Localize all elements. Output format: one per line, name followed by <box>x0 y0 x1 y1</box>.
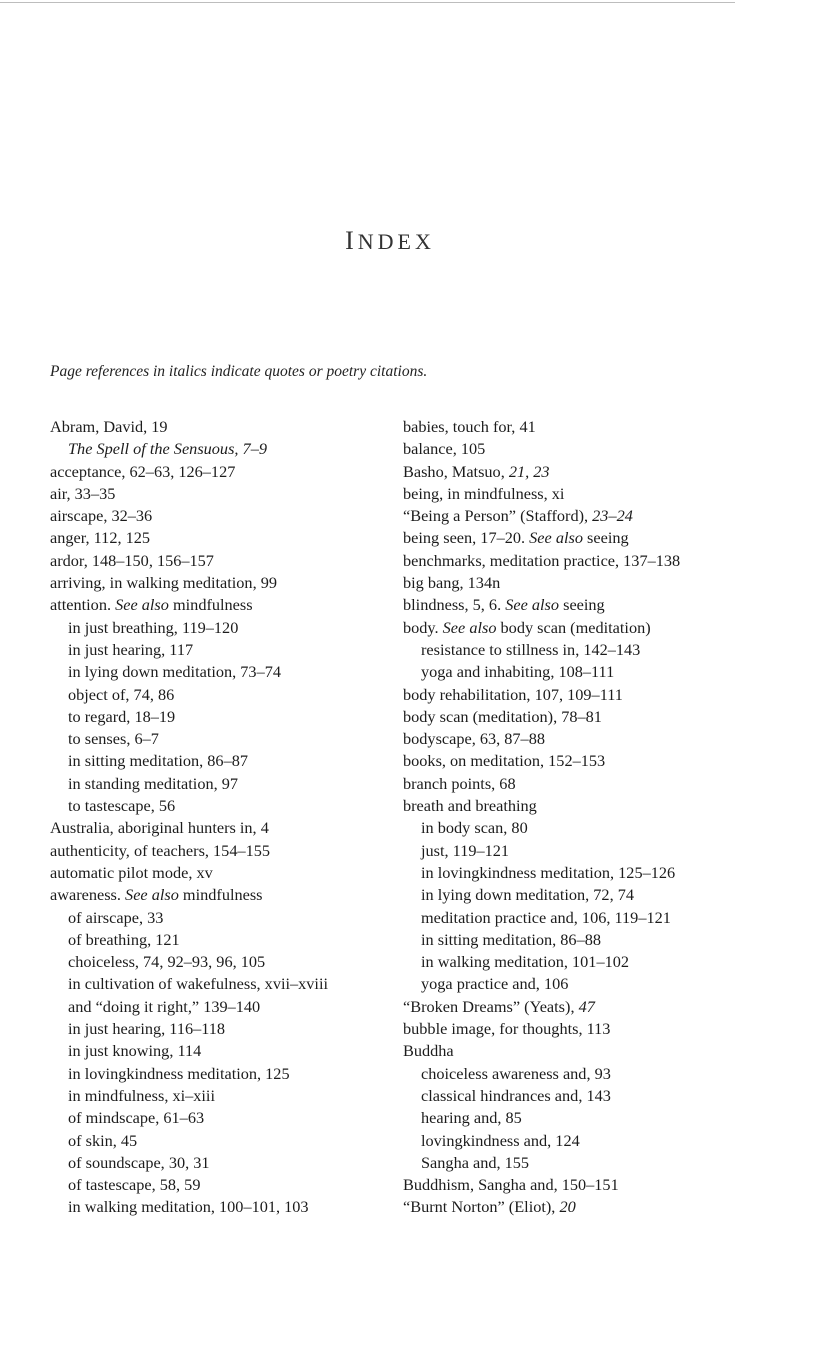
entry-text: Buddha <box>403 1041 454 1061</box>
entry-text: automatic pilot mode, xv <box>50 862 213 882</box>
entry-text: hearing and, 85 <box>421 1108 522 1128</box>
title-rest: NDEX <box>357 229 435 254</box>
see-also-target: mindfulness <box>168 595 253 615</box>
index-entry <box>50 416 380 438</box>
index-subentry <box>50 996 380 1018</box>
entry-text: in just hearing, 116–118 <box>68 1019 226 1039</box>
index-entry <box>50 840 380 862</box>
index-subentry <box>50 684 380 706</box>
index-entry <box>403 996 823 1018</box>
index-entry <box>50 461 380 483</box>
entry-text: in body scan, 80 <box>421 818 528 838</box>
index-entry <box>403 1018 823 1040</box>
index-column-left <box>50 416 380 1219</box>
index-subentry <box>50 929 380 951</box>
italics-note: Page references in italics indicate quotes or poetry citations. <box>50 363 428 380</box>
entry-text: just, 119–121 <box>421 840 510 860</box>
entry-text: air, 33–35 <box>50 483 116 503</box>
entry-text: of tastescape, 58, 59 <box>68 1175 201 1195</box>
index-column-right <box>403 416 823 1219</box>
entry-text: in just breathing, 119–120 <box>68 617 239 637</box>
entry-text: balance, 105 <box>403 439 486 459</box>
entry-text: attention. <box>50 595 116 615</box>
index-subentry <box>50 1130 380 1152</box>
entry-text: object of, 74, 86 <box>68 684 175 704</box>
entry-text: in just hearing, 117 <box>68 639 194 659</box>
index-entry <box>403 438 823 460</box>
index-subentry <box>403 639 823 661</box>
index-subentry <box>50 951 380 973</box>
index-subentry <box>403 884 823 906</box>
entry-text: in mindfulness, xi–xiii <box>68 1085 215 1105</box>
entry-text: to tastescape, 56 <box>68 796 176 816</box>
italic-page-ref: 47 <box>578 996 595 1016</box>
entry-text: babies, touch for, 41 <box>403 417 536 436</box>
entry-text: in lovingkindness meditation, 125 <box>68 1063 290 1083</box>
entry-text: in sitting meditation, 86–88 <box>421 929 601 949</box>
index-subentry <box>403 817 823 839</box>
see-also-target: seeing <box>582 528 629 548</box>
entry-text: classical hindrances and, 143 <box>421 1085 611 1105</box>
entry-text: choiceless awareness and, 93 <box>421 1063 611 1083</box>
index-subentry <box>50 1018 380 1040</box>
entry-text: in lovingkindness meditation, 125–126 <box>421 862 676 882</box>
index-subentry <box>50 1063 380 1085</box>
entry-text: ardor, 148–150, 156–157 <box>50 550 214 570</box>
entry-text: in sitting meditation, 86–87 <box>68 751 248 771</box>
index-subentry <box>50 438 380 460</box>
index-subentry <box>403 661 823 683</box>
see-also-target: seeing <box>559 595 605 615</box>
index-entry <box>50 594 380 616</box>
entry-text: in lying down meditation, 73–74 <box>68 662 281 682</box>
entry-text: “Being a Person” (Stafford), <box>403 506 593 526</box>
index-entry <box>50 505 380 527</box>
entry-text: in standing meditation, 97 <box>68 773 239 793</box>
entry-text: resistance to stillness in, 142–143 <box>421 639 641 659</box>
entry-text: of mindscape, 61–63 <box>68 1108 205 1128</box>
entry-text: branch points, 68 <box>403 773 516 793</box>
entry-text: of skin, 45 <box>68 1130 138 1150</box>
entry-text: arriving, in walking meditation, 99 <box>50 573 277 593</box>
entry-text: choiceless, 74, 92–93, 96, 105 <box>68 952 266 972</box>
index-entry <box>403 617 823 639</box>
entry-text: to regard, 18–19 <box>68 706 176 726</box>
index-entry <box>50 527 380 549</box>
entry-text: Basho, Matsuo, <box>403 461 509 481</box>
entry-text: The Spell of the Sensuous, 7–9 <box>68 439 267 459</box>
index-entry <box>50 862 380 884</box>
index-entry <box>403 550 823 572</box>
index-subentry <box>50 1107 380 1129</box>
entry-text: books, on meditation, 152–153 <box>403 751 606 771</box>
entry-text: being, in mindfulness, xi <box>403 483 565 503</box>
index-subentry <box>403 929 823 951</box>
index-subentry <box>403 1063 823 1085</box>
index-entry <box>403 527 823 549</box>
index-subentry <box>403 1152 823 1174</box>
index-subentry <box>50 661 380 683</box>
index-entry <box>403 572 823 594</box>
entry-text: in walking meditation, 100–101, 103 <box>68 1197 309 1217</box>
entry-text: Sangha and, 155 <box>421 1152 530 1172</box>
entry-text: in just knowing, 114 <box>68 1041 202 1061</box>
index-subentry <box>403 862 823 884</box>
entry-text: in cultivation of wakefulness, xvii–xviii <box>68 974 329 994</box>
index-subentry <box>50 750 380 772</box>
index-entry <box>403 684 823 706</box>
entry-text: Buddhism, Sangha and, 150–151 <box>403 1175 619 1195</box>
index-subentry <box>50 1196 380 1218</box>
entry-text: acceptance, 62–63, 126–127 <box>50 461 236 481</box>
index-entry <box>403 461 823 483</box>
entry-text: bubble image, for thoughts, 113 <box>403 1019 611 1039</box>
italic-page-ref: 23–24 <box>592 506 633 526</box>
index-subentry <box>403 951 823 973</box>
index-entry <box>403 594 823 616</box>
entry-text: awareness. <box>50 885 126 905</box>
index-subentry <box>50 795 380 817</box>
index-subentry <box>403 840 823 862</box>
entry-text: in walking meditation, 101–102 <box>421 952 630 972</box>
entry-text: airscape, 32–36 <box>50 506 153 526</box>
entry-text: “Burnt Norton” (Eliot), <box>403 1197 560 1217</box>
index-subentry <box>50 973 380 995</box>
entry-text: yoga and inhabiting, 108–111 <box>421 662 615 682</box>
index-entry <box>403 1196 823 1218</box>
index-subentry <box>50 1152 380 1174</box>
entry-text: body rehabilitation, 107, 109–111 <box>403 684 623 704</box>
entry-text: body. <box>403 617 443 637</box>
index-subentry <box>403 973 823 995</box>
index-entry <box>50 483 380 505</box>
entry-text: to senses, 6–7 <box>68 729 159 749</box>
entry-text: blindness, 5, 6. <box>403 595 506 615</box>
index-subentry <box>50 706 380 728</box>
see-also-target: mindfulness <box>178 885 263 905</box>
entry-text: anger, 112, 125 <box>50 528 151 548</box>
entry-text: breath and breathing <box>403 796 537 816</box>
see-also-label: See also <box>529 528 583 548</box>
index-subentry <box>403 1085 823 1107</box>
index-entry <box>50 884 380 906</box>
entry-text: of breathing, 121 <box>68 929 180 949</box>
italic-page-ref: 20 <box>559 1197 576 1217</box>
entry-text: in lying down meditation, 72, 74 <box>421 885 634 905</box>
index-entry <box>50 572 380 594</box>
entry-text: lovingkindness and, 124 <box>421 1130 580 1150</box>
index-entry <box>403 706 823 728</box>
index-subentry <box>50 1085 380 1107</box>
top-rule <box>0 2 735 3</box>
index-entry <box>403 773 823 795</box>
index-entry <box>403 1174 823 1196</box>
index-subentry <box>50 1040 380 1062</box>
title-initial: I <box>345 226 358 255</box>
entry-text: big bang, 134n <box>403 573 501 593</box>
index-entry <box>403 750 823 772</box>
entry-text: “Broken Dreams” (Yeats), <box>403 996 579 1016</box>
index-entry <box>403 1040 823 1062</box>
entry-text: of airscape, 33 <box>68 907 164 927</box>
entry-text: benchmarks, meditation practice, 137–138 <box>403 550 681 570</box>
italic-page-ref: 21, 23 <box>508 461 550 481</box>
entry-text: being seen, 17–20. <box>403 528 530 548</box>
entry-text: Abram, David, 19 <box>50 417 168 436</box>
index-entry <box>403 505 823 527</box>
see-also-label: See also <box>505 595 560 615</box>
entry-text: yoga practice and, 106 <box>421 974 569 994</box>
index-subentry <box>50 728 380 750</box>
index-entry <box>50 550 380 572</box>
index-entry <box>50 817 380 839</box>
page-title <box>0 226 780 256</box>
see-also-label: See also <box>442 617 497 637</box>
index-subentry <box>50 1174 380 1196</box>
see-also-label: See also <box>115 595 169 615</box>
index-entry <box>403 416 823 438</box>
index-subentry <box>403 907 823 929</box>
index-subentry <box>50 907 380 929</box>
entry-text: of soundscape, 30, 31 <box>68 1152 210 1172</box>
index-subentry <box>50 639 380 661</box>
entry-text: and “doing it right,” 139–140 <box>68 996 261 1016</box>
see-also-target: body scan (meditation) <box>496 617 651 637</box>
see-also-label: See also <box>125 885 179 905</box>
index-subentry <box>50 773 380 795</box>
index-subentry <box>50 617 380 639</box>
index-entry <box>403 483 823 505</box>
index-subentry <box>403 1130 823 1152</box>
index-entry <box>403 728 823 750</box>
index-entry <box>403 795 823 817</box>
index-subentry <box>403 1107 823 1129</box>
entry-text: Australia, aboriginal hunters in, 4 <box>50 818 269 838</box>
entry-text: bodyscape, 63, 87–88 <box>403 729 545 749</box>
entry-text: meditation practice and, 106, 119–121 <box>421 907 671 927</box>
entry-text: body scan (meditation), 78–81 <box>403 706 602 726</box>
entry-text: authenticity, of teachers, 154–155 <box>50 840 271 860</box>
